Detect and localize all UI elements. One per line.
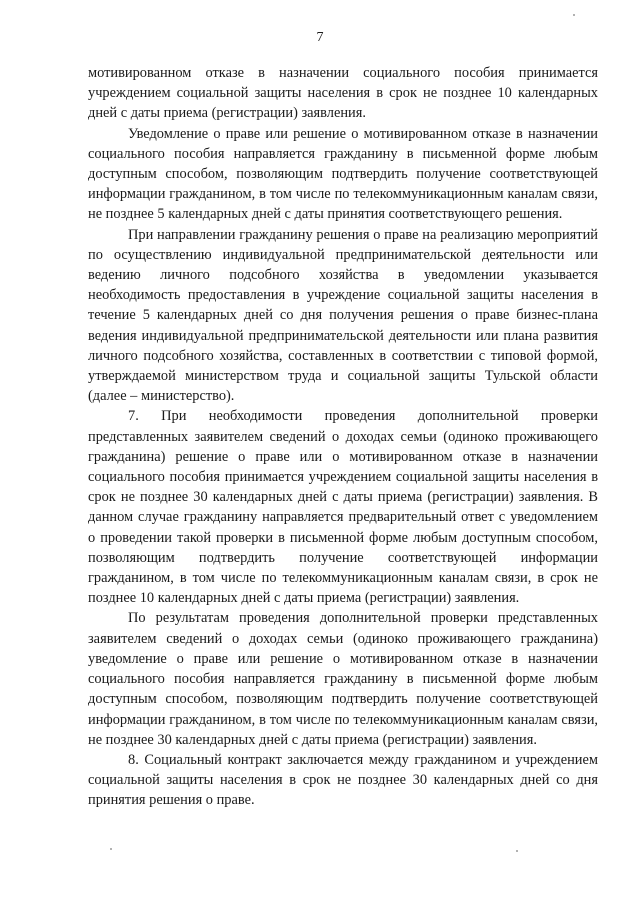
scan-speck [110,848,112,850]
scan-speck [573,14,575,16]
paragraph-notification: Уведомление о праве или решение о мотивированном отказе в назначении социального пособия направляется гражданину в письменной форме любым доступным способом, позволяющим подтвердить получение соответствующей информации гражданином, в том числе по телекоммуникационным каналам связи, не позднее 5 календарных дней с даты принятия соответствующего решения. [88,125,598,223]
paragraph-item-7: 7. При необходимости проведения дополнительной проверки представленных заявителем сведений о доходах семьи (одиноко проживающего гражданина) решение о праве или о мотивированном отказе в назначении социального пособия принимается учреждением социальной защиты населения в срок не позднее 30 календарных дней с даты приема (регистрации) заявления. В данном случае гражданину направляется предварительный ответ с уведомлением о проведении такой проверки в письменной форме любым доступным способом, позволяющим подтвердить получение соответствующей информации гражданином, в том числе по телекоммуникационным каналам связи, в срок не позднее 10 календарных дней с даты приема (регистрации) заявления. [88,408,598,607]
paragraph-continuation: мотивированном отказе в назначении социального пособия принимается учреждением социальной защиты населения в срок не позднее 10 календарных дней с даты приема (регистрации) заявления. [88,65,598,122]
paragraph-item-8: 8. Социальный контракт заключается между гражданином и учреждением социальной защиты населения в срок не позднее 30 календарных дней со дня принятия решения о праве. [88,751,598,809]
paragraph-business-plan: При направлении гражданину решения о праве на реализацию мероприятий по осуществлению индивидуальной предпринимательской деятельности или ведению личного подсобного хозяйства в уведомлении указывается необходимость предоставления в учреждение социальной защиты населения в течение 5 календарных дней со дня получения решения о праве бизнес-плана ведения индивидуальной предпринимательской деятельности или плана развития личного подсобного хозяйства, составленных в соответствии с типовой формой, утверждаемой министерством труда и социальной защиты Тульской области (далее – министерство). [88,226,598,405]
paragraph-verification-results: По результатам проведения дополнительной проверки представленных заявителем сведений о доходах семьи (одиноко проживающего гражданина) уведомление о праве или решение о мотивированном отказе в назначении социального пособия направляется гражданину в письменной форме любым доступным способом, позволяющим подтвердить получение соответствующей информации гражданином, в том числе по телекоммуникационным каналам связи, не позднее 30 календарных дней с даты приема (регистрации) заявления. [88,610,598,748]
scan-speck [516,850,518,852]
page-number: 7 [316,30,324,45]
document-body [88,63,598,811]
